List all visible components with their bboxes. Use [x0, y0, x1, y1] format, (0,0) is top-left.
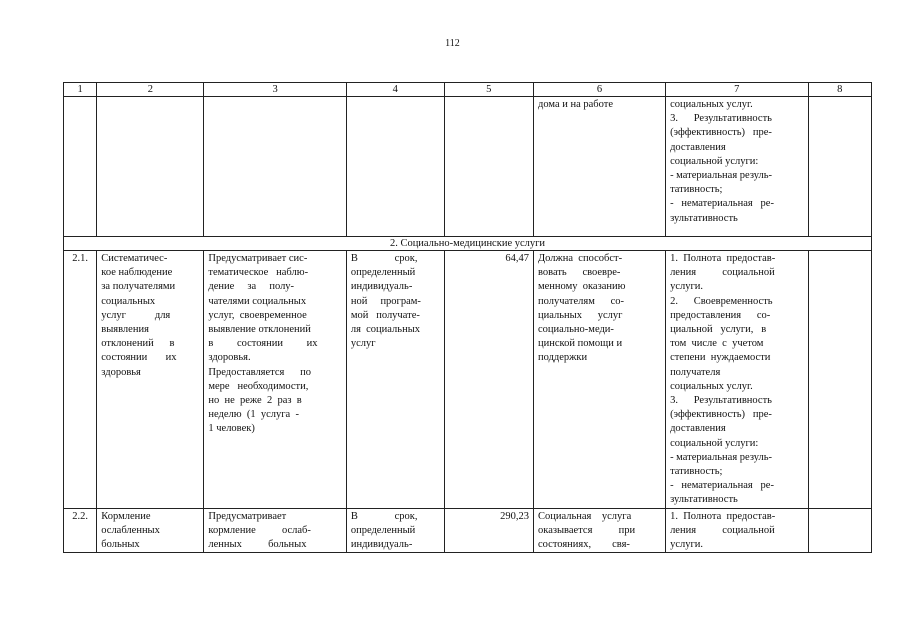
cell-line: дома и на работе [538, 99, 614, 110]
cell-line: Должна способст- [538, 253, 623, 264]
table-row-continuation [64, 97, 872, 237]
cell-line: вовать своевре- [538, 267, 621, 279]
cell-empty [346, 97, 444, 237]
cell-line: ления социальной [670, 524, 775, 536]
cell-line: Предоставляется по [208, 366, 311, 378]
cell-line: услуг, своевременное [208, 309, 307, 321]
cell-line: предоставления со- [670, 309, 771, 321]
service-criteria [534, 251, 666, 509]
service-name [97, 508, 204, 553]
cell-criteria-text [534, 97, 666, 237]
cell-line: поддержки [538, 352, 588, 364]
cell-line: выявление отклонений [208, 324, 311, 336]
table-row [64, 251, 872, 509]
cell-line: Социальная услуга [538, 510, 632, 522]
cell-line: определенный [350, 267, 416, 279]
service-number: 2.1. [64, 251, 97, 509]
header-col-2: 2 [97, 83, 204, 97]
section-header-row [64, 237, 872, 251]
cell-line: ля социальных [350, 324, 421, 336]
cell-line: услуги. [670, 281, 704, 293]
header-col-7: 7 [666, 83, 808, 97]
cell-line: социальных [101, 295, 156, 307]
header-col-3: 3 [204, 83, 346, 97]
cell-line: получателя [670, 366, 721, 378]
cell-line: дение за полу- [208, 281, 295, 293]
cell-line: доставления [670, 423, 726, 435]
cell-line: - материальная резуль- [670, 451, 773, 463]
cell-line: состоянии их [101, 352, 177, 364]
cell-line: ной програм- [350, 295, 421, 307]
cell-line: за получателями [101, 281, 176, 293]
cell-line: степени нуждаемости [670, 352, 771, 364]
cell-line: цинской помощи и [538, 338, 623, 350]
cell-empty [808, 251, 871, 509]
cell-line: индивидуаль- [350, 539, 413, 551]
service-terms [346, 251, 444, 509]
service-name [97, 251, 204, 509]
cell-line: кое наблюдение [101, 267, 173, 279]
cell-line: услуги. [670, 539, 704, 551]
cell-line: - нематериальная ре- [670, 480, 774, 492]
cell-line: 3. Результативность [670, 395, 772, 407]
header-col-4: 4 [346, 83, 444, 97]
cell-line: выявления [101, 324, 149, 336]
cell-line: - материальная резуль- [670, 170, 773, 182]
header-col-1: 1 [64, 83, 97, 97]
cell-line: циальной услуги, в [670, 324, 767, 336]
cell-line: ослабленных [101, 524, 160, 536]
cell-empty [444, 97, 533, 237]
cell-line: доставления [670, 141, 726, 153]
cell-line: ленных больных [208, 539, 307, 551]
cell-empty [204, 97, 346, 237]
cell-line: менному оказанию [538, 281, 626, 293]
service-description [204, 251, 346, 509]
cell-line: здоровья. [208, 352, 251, 364]
cell-empty [64, 97, 97, 237]
cell-line: социальной услуги: [670, 437, 759, 449]
cell-line: 1. Полнота предостав- [670, 510, 776, 522]
service-quality-indicators [666, 251, 808, 509]
cell-line: услуг [350, 338, 376, 350]
service-description [204, 508, 346, 553]
service-number: 2.2. [64, 508, 97, 553]
cell-line: зультативность [670, 494, 738, 506]
cell-line: мой получате- [350, 309, 420, 321]
header-col-6: 6 [534, 83, 666, 97]
cell-line: - нематериальная ре- [670, 198, 774, 210]
cell-line: Предусматривает [208, 510, 287, 522]
cell-line: социально-меди- [538, 324, 614, 336]
cell-empty [97, 97, 204, 237]
cell-line: но не реже 2 раз в [208, 395, 302, 407]
table-header-row [64, 83, 872, 97]
cell-line: (эффективность) пре- [670, 409, 772, 421]
cell-line: мере необходимости, [208, 380, 309, 392]
cell-line: индивидуаль- [350, 281, 413, 293]
cell-line: определенный [350, 524, 416, 536]
page-number: 112 [445, 38, 460, 49]
section-title: 2. Социально-медицинские услуги [64, 237, 872, 251]
cell-line: 2. Своевременность [670, 295, 773, 307]
cell-line: отклонений в [101, 338, 175, 350]
cell-line: больных [101, 539, 140, 551]
cell-line: В срок, [350, 253, 418, 264]
cell-line: В срок, [350, 510, 418, 522]
cell-line: здоровья [101, 366, 141, 378]
cell-line: услуг для [101, 309, 171, 321]
header-col-5: 5 [444, 83, 533, 97]
cell-line: получателям со- [538, 295, 625, 307]
cell-quality-indicators [666, 97, 808, 237]
cell-line: чателями социальных [208, 295, 307, 307]
cell-line: неделю (1 услуга - [208, 409, 299, 421]
header-col-8: 8 [808, 83, 871, 97]
service-tariff: 64,47 [444, 251, 533, 509]
cell-line: ления социальной [670, 267, 775, 279]
cell-line: (эффективность) пре- [670, 127, 772, 139]
service-tariff: 290,23 [444, 508, 533, 553]
cell-line: том числе с учетом [670, 338, 764, 350]
cell-line: 1 человек) [208, 423, 255, 435]
services-table [63, 82, 872, 553]
cell-empty [808, 508, 871, 553]
service-terms [346, 508, 444, 553]
service-quality-indicators [666, 508, 808, 553]
cell-line: кормление ослаб- [208, 524, 311, 536]
cell-line: 1. Полнота предостав- [670, 253, 776, 264]
cell-line: социальных услуг. [670, 380, 753, 392]
cell-line: 3. Результативность [670, 113, 772, 125]
cell-line: Предусматривает сис- [208, 253, 308, 264]
cell-line: циальных услуг [538, 309, 623, 321]
cell-line: оказывается при [538, 524, 636, 536]
table-row [64, 508, 872, 553]
cell-empty [808, 97, 871, 237]
cell-line: социальных услуг. [670, 99, 753, 110]
cell-line: Систематичес- [101, 253, 168, 264]
cell-line: зультативность [670, 212, 738, 224]
cell-line: тативность; [670, 184, 723, 196]
cell-line: состояниях, свя- [538, 539, 630, 551]
cell-line: Кормление [101, 510, 151, 522]
cell-line: в состоянии их [208, 338, 318, 350]
cell-line: тематическое наблю- [208, 267, 309, 279]
service-criteria [534, 508, 666, 553]
cell-line: социальной услуги: [670, 155, 759, 167]
cell-line: тативность; [670, 466, 723, 478]
